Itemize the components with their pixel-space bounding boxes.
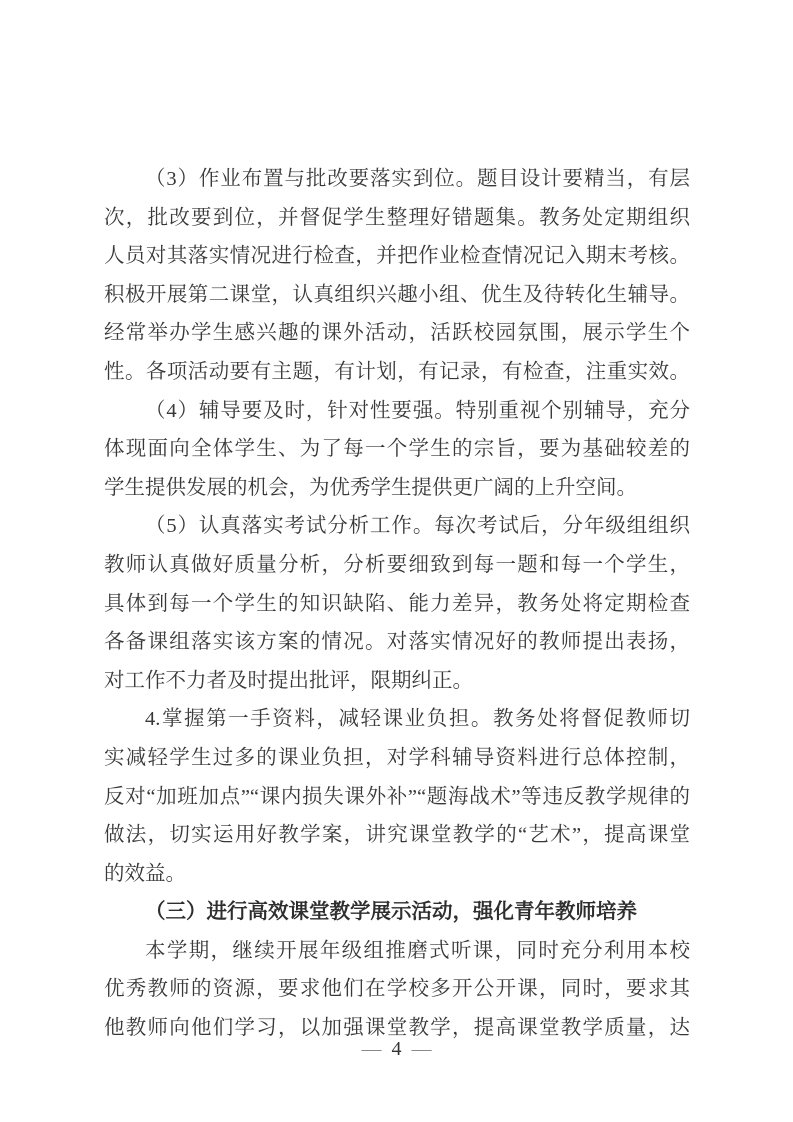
text-line: 经常举办学生感兴趣的课外活动，活跃校园氛围，展示学生个 — [104, 322, 690, 345]
page-footer — [0, 1034, 793, 1064]
text-line: 他教师向他们学习，以加强课堂教学，提高课堂教学质量，达 — [104, 1017, 690, 1040]
text-line: 4.掌握第一手资料，减轻课业负担。教务处将督促教师切 — [145, 708, 690, 731]
text-line: 反对“加班加点”“课内损失课外补”“题海战术”等违反教学规律的 — [104, 785, 690, 808]
text-line: 人员对其落实情况进行检查，并把作业检查情况记入期末考核。 — [104, 245, 690, 268]
page-number: 4 — [391, 1038, 402, 1060]
text-line: 对工作不力者及时提出批评，限期纠正。 — [104, 669, 473, 692]
text-line: 各备课组落实该方案的情况。对落实情况好的教师提出表扬， — [104, 631, 690, 654]
document-body — [104, 160, 690, 1048]
text-line: 具体到每一个学生的知识缺陷、能力差异，教务处将定期检查 — [104, 592, 690, 615]
text-line: 做法，切实运用好教学案，讲究课堂教学的“艺术”，提高课堂 — [104, 824, 690, 847]
text-line: 体现面向全体学生、为了每一个学生的宗旨，要为基础较差的 — [104, 438, 690, 461]
text-line: （5）认真落实考试分析工作。每次考试后，分年级组组织 — [145, 515, 690, 538]
text-line: （4）辅导要及时，针对性要强。特别重视个别辅导，充分 — [145, 399, 690, 422]
footer-dash-left: — — [361, 1038, 382, 1060]
text-line: 实减轻学生过多的课业负担，对学科辅导资料进行总体控制， — [104, 746, 690, 769]
text-line: 性。各项活动要有主题，有计划，有记录，有检查，注重实效。 — [104, 360, 690, 383]
text-line: （3）作业布置与批改要落实到位。题目设计要精当，有层 — [145, 168, 690, 190]
text-line: 教师认真做好质量分析，分析要细致到每一题和每一个学生， — [104, 553, 690, 576]
text-line: 优秀教师的资源，要求他们在学校多开公开课，同时，要求其 — [104, 978, 690, 1001]
text-line: 次，批改要到位，并督促学生整理好错题集。教务处定期组织 — [104, 206, 690, 229]
text-line: 学生提供发展的机会，为优秀学生提供更广阔的上升空间。 — [104, 476, 637, 499]
footer-dash-right: — — [411, 1038, 432, 1060]
text-line: 积极开展第二课堂，认真组织兴趣小组、优生及待转化生辅导。 — [104, 283, 690, 306]
text-line: 的效益。 — [104, 862, 186, 885]
text-line: 本学期，继续开展年级组推磨式听课，同时充分利用本校 — [145, 939, 690, 962]
section-heading: （三）进行高效课堂教学展示活动，强化青年教师培养 — [145, 900, 637, 924]
